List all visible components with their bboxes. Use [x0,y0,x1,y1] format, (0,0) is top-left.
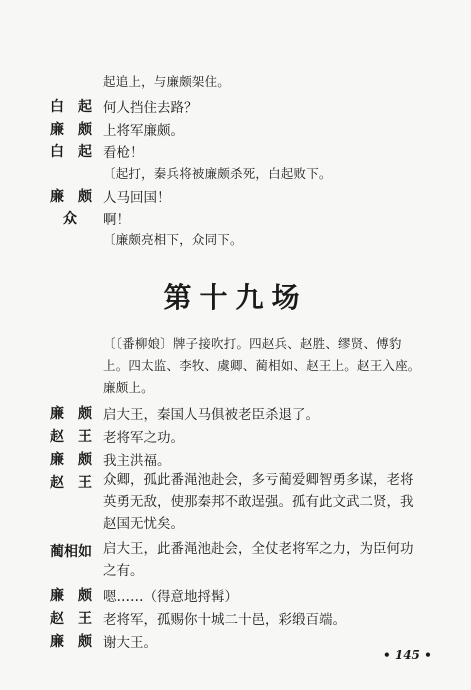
dialogue-line: 上将军廉颇。 [103,123,184,139]
dialogue-line: 人马回国！ [103,190,171,206]
speaker-label: 赵 王 [50,475,92,491]
dialogue-line: 我主洪福。 [103,453,171,469]
scene-title: 第十九场 [163,281,308,314]
stage-direction: 〔〔番柳娘〕牌子接吹打。四赵兵、赵胜、缪贤、傅豹上。四太监、李牧、虞卿、蔺相如、赵王上。赵王入座。廉颇上。 [103,336,421,395]
dialogue-line: 何人挡住去路？ [103,100,198,116]
dialogue-line: 啊！ [103,212,130,228]
speaker-label: 廉 颇 [50,406,92,422]
speaker-label: 廉 颇 [50,189,92,205]
dialogue-line: 谢大王。 [103,635,157,651]
stage-direction: 起追上，与廉颇架住。 [103,74,231,89]
dialogue-line: 老将军，孤赐你十城二十邑，彩缎百端。 [103,612,346,628]
speaker-label: 廉 颇 [50,122,92,138]
page-number: • 145 • [383,648,432,662]
speaker-label: 赵 王 [50,429,92,445]
dialogue-line: 嗯……（得意地捋髯） [103,589,238,605]
stage-direction: 〔廉颇亮相下，众同下。 [103,232,243,247]
speaker-label: 蔺相如 [50,544,92,560]
dialogue-line: 众卿，孤此番渑池赴会，多亏蔺爱卿智勇多谋，老将英勇无敌，使那秦邦不敢逞强。孤有此文武二贤，我赵国无忧矣。 [103,472,414,532]
speaker-label: 众 [63,211,77,227]
speaker-label: 廉 颇 [50,452,92,468]
dialogue-line: 看枪！ [103,145,144,161]
speaker-label: 廉 颇 [50,634,92,650]
dialogue-line: 老将军之功。 [103,430,184,446]
speaker-label: 赵 王 [50,611,92,627]
speaker-label: 白 起 [50,144,92,160]
speaker-label: 廉 颇 [50,588,92,604]
speaker-label: 白 起 [50,99,92,115]
dialogue-line: 启大王，此番渑池赴会，全仗老将军之力，为臣何功之有。 [103,541,414,579]
stage-direction: 〔起打，秦兵将被廉颇杀死，白起败下。 [103,166,332,181]
dialogue-line: 启大王，秦国人马俱被老臣杀退了。 [103,407,319,423]
